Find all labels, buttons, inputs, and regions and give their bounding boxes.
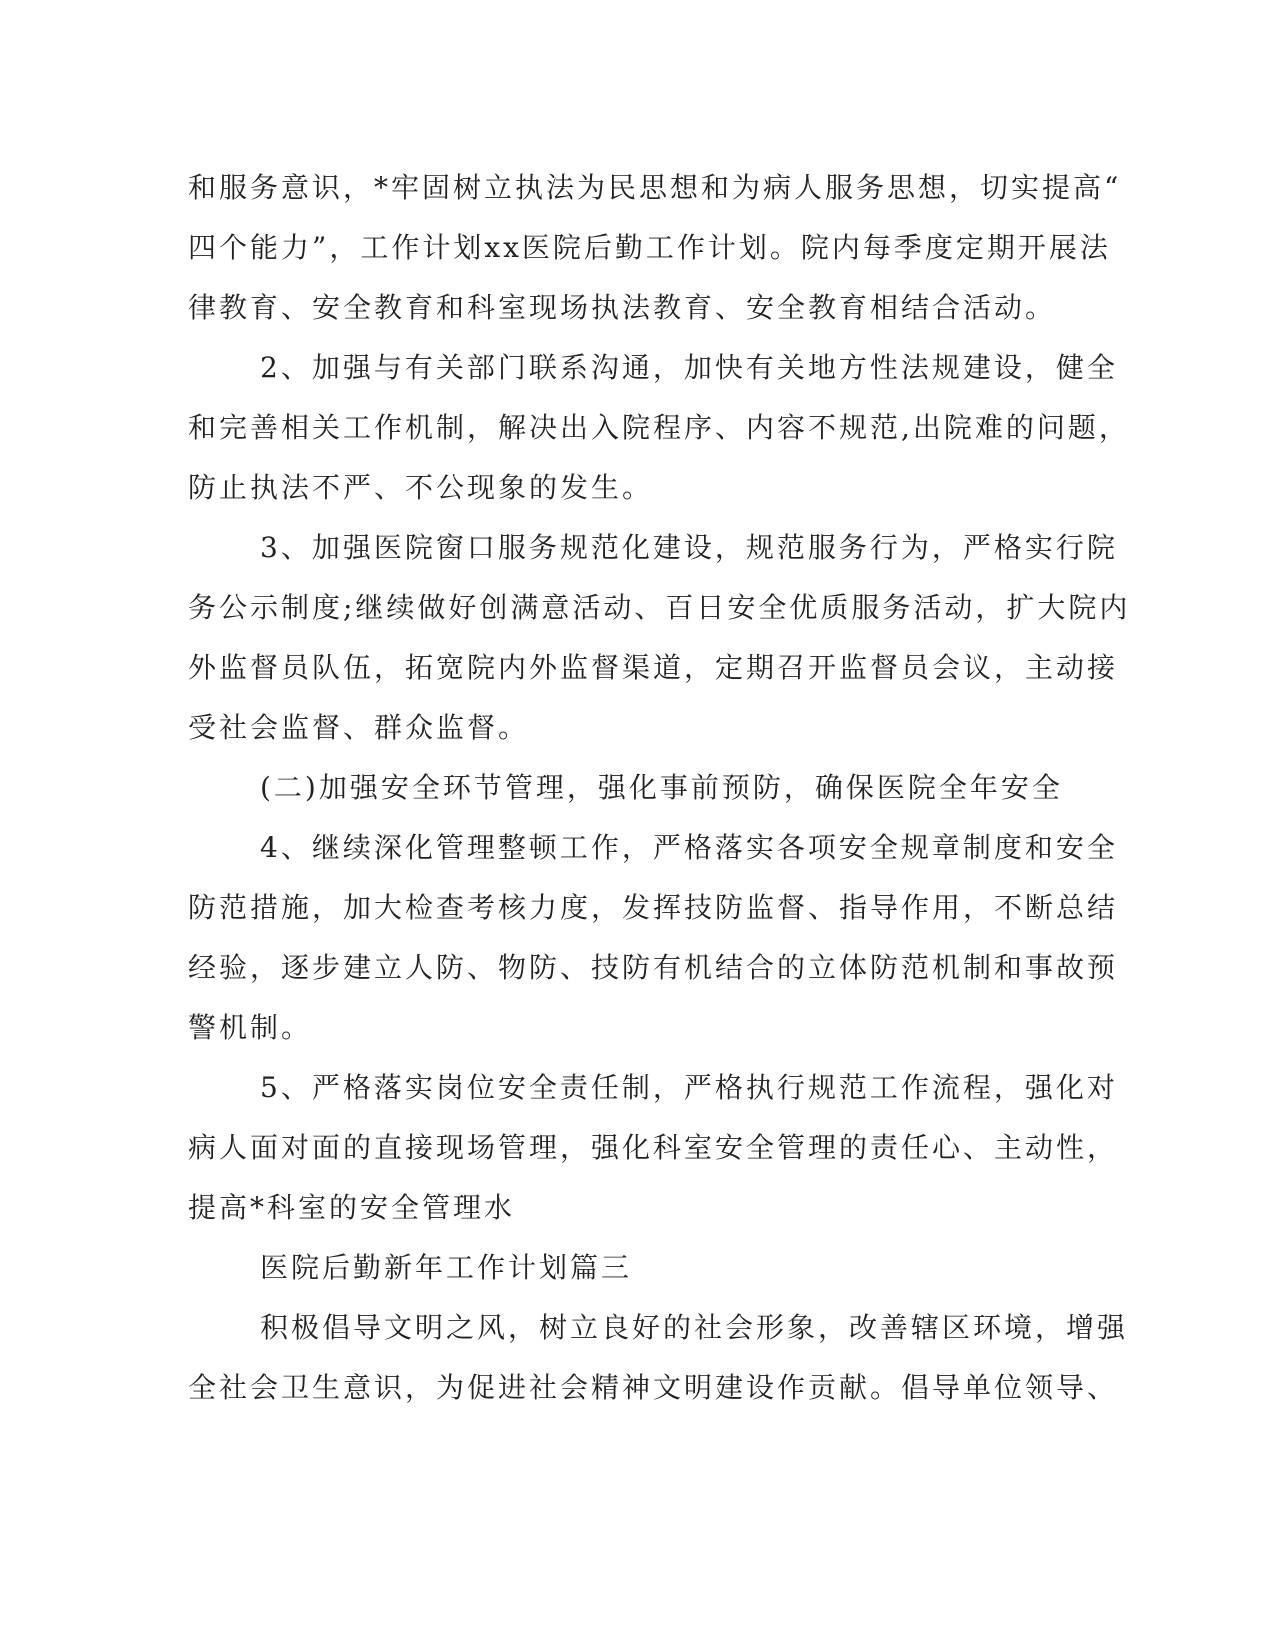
text-line: 2、加强与有关部门联系沟通，加快有关地方性法规建设，健全: [260, 351, 1118, 384]
text-line: 和服务意识，*牢固树立执法为民思想和为病人服务思想，切实提高“: [188, 171, 1122, 204]
text-line: 3、加强医院窗口服务规范化建设，规范服务行为，严格实行院: [260, 531, 1118, 564]
text-line: 律教育、安全教育和科室现场执法教育、安全教育相结合活动。: [188, 291, 1057, 324]
document-body: [188, 158, 1131, 1418]
text-line: 和完善相关工作机制，解决出入院程序、内容不规范,出院难的问题，: [188, 411, 1130, 444]
text-line: 务公示制度;继续做好创满意活动、百日安全优质服务活动，扩大院内: [188, 591, 1131, 624]
text-line: 四个能力”，工作计划xx医院后勤工作计划。院内每季度定期开展法: [188, 231, 1111, 264]
text-line: 防止执法不严、不公现象的发生。: [188, 471, 654, 504]
text-line: 经验，逐步建立人防、物防、技防有机结合的立体防范机制和事故预: [188, 951, 1119, 984]
section-heading: (二)加强安全环节管理，强化事前预防，确保医院全年安全: [260, 771, 1063, 804]
section-title: 医院后勤新年工作计划篇三: [260, 1251, 633, 1284]
text-line: 外监督员队伍，拓宽院内外监督渠道，定期召开监督员会议，主动接: [188, 651, 1119, 684]
text-line: 警机制。: [188, 1011, 313, 1044]
text-line: 防范措施，加大检查考核力度，发挥技防监督、指导作用，不断总结: [188, 891, 1119, 924]
text-line: 受社会监督、群众监督。: [188, 711, 530, 744]
text-line: 4、继续深化管理整顿工作，严格落实各项安全规章制度和安全: [260, 831, 1118, 864]
text-line: 全社会卫生意识，为促进社会精神文明建设作贡献。倡导单位领导、: [188, 1371, 1119, 1404]
text-line: 提高*科室的安全管理水: [188, 1191, 516, 1224]
text-line: 5、严格落实岗位安全责任制，严格执行规范工作流程，强化对: [260, 1071, 1118, 1104]
text-line: 病人面对面的直接现场管理，强化科室安全管理的责任心、主动性，: [188, 1131, 1119, 1164]
text-line: 积极倡导文明之风，树立良好的社会形象，改善辖区环境，增强: [260, 1311, 1129, 1344]
